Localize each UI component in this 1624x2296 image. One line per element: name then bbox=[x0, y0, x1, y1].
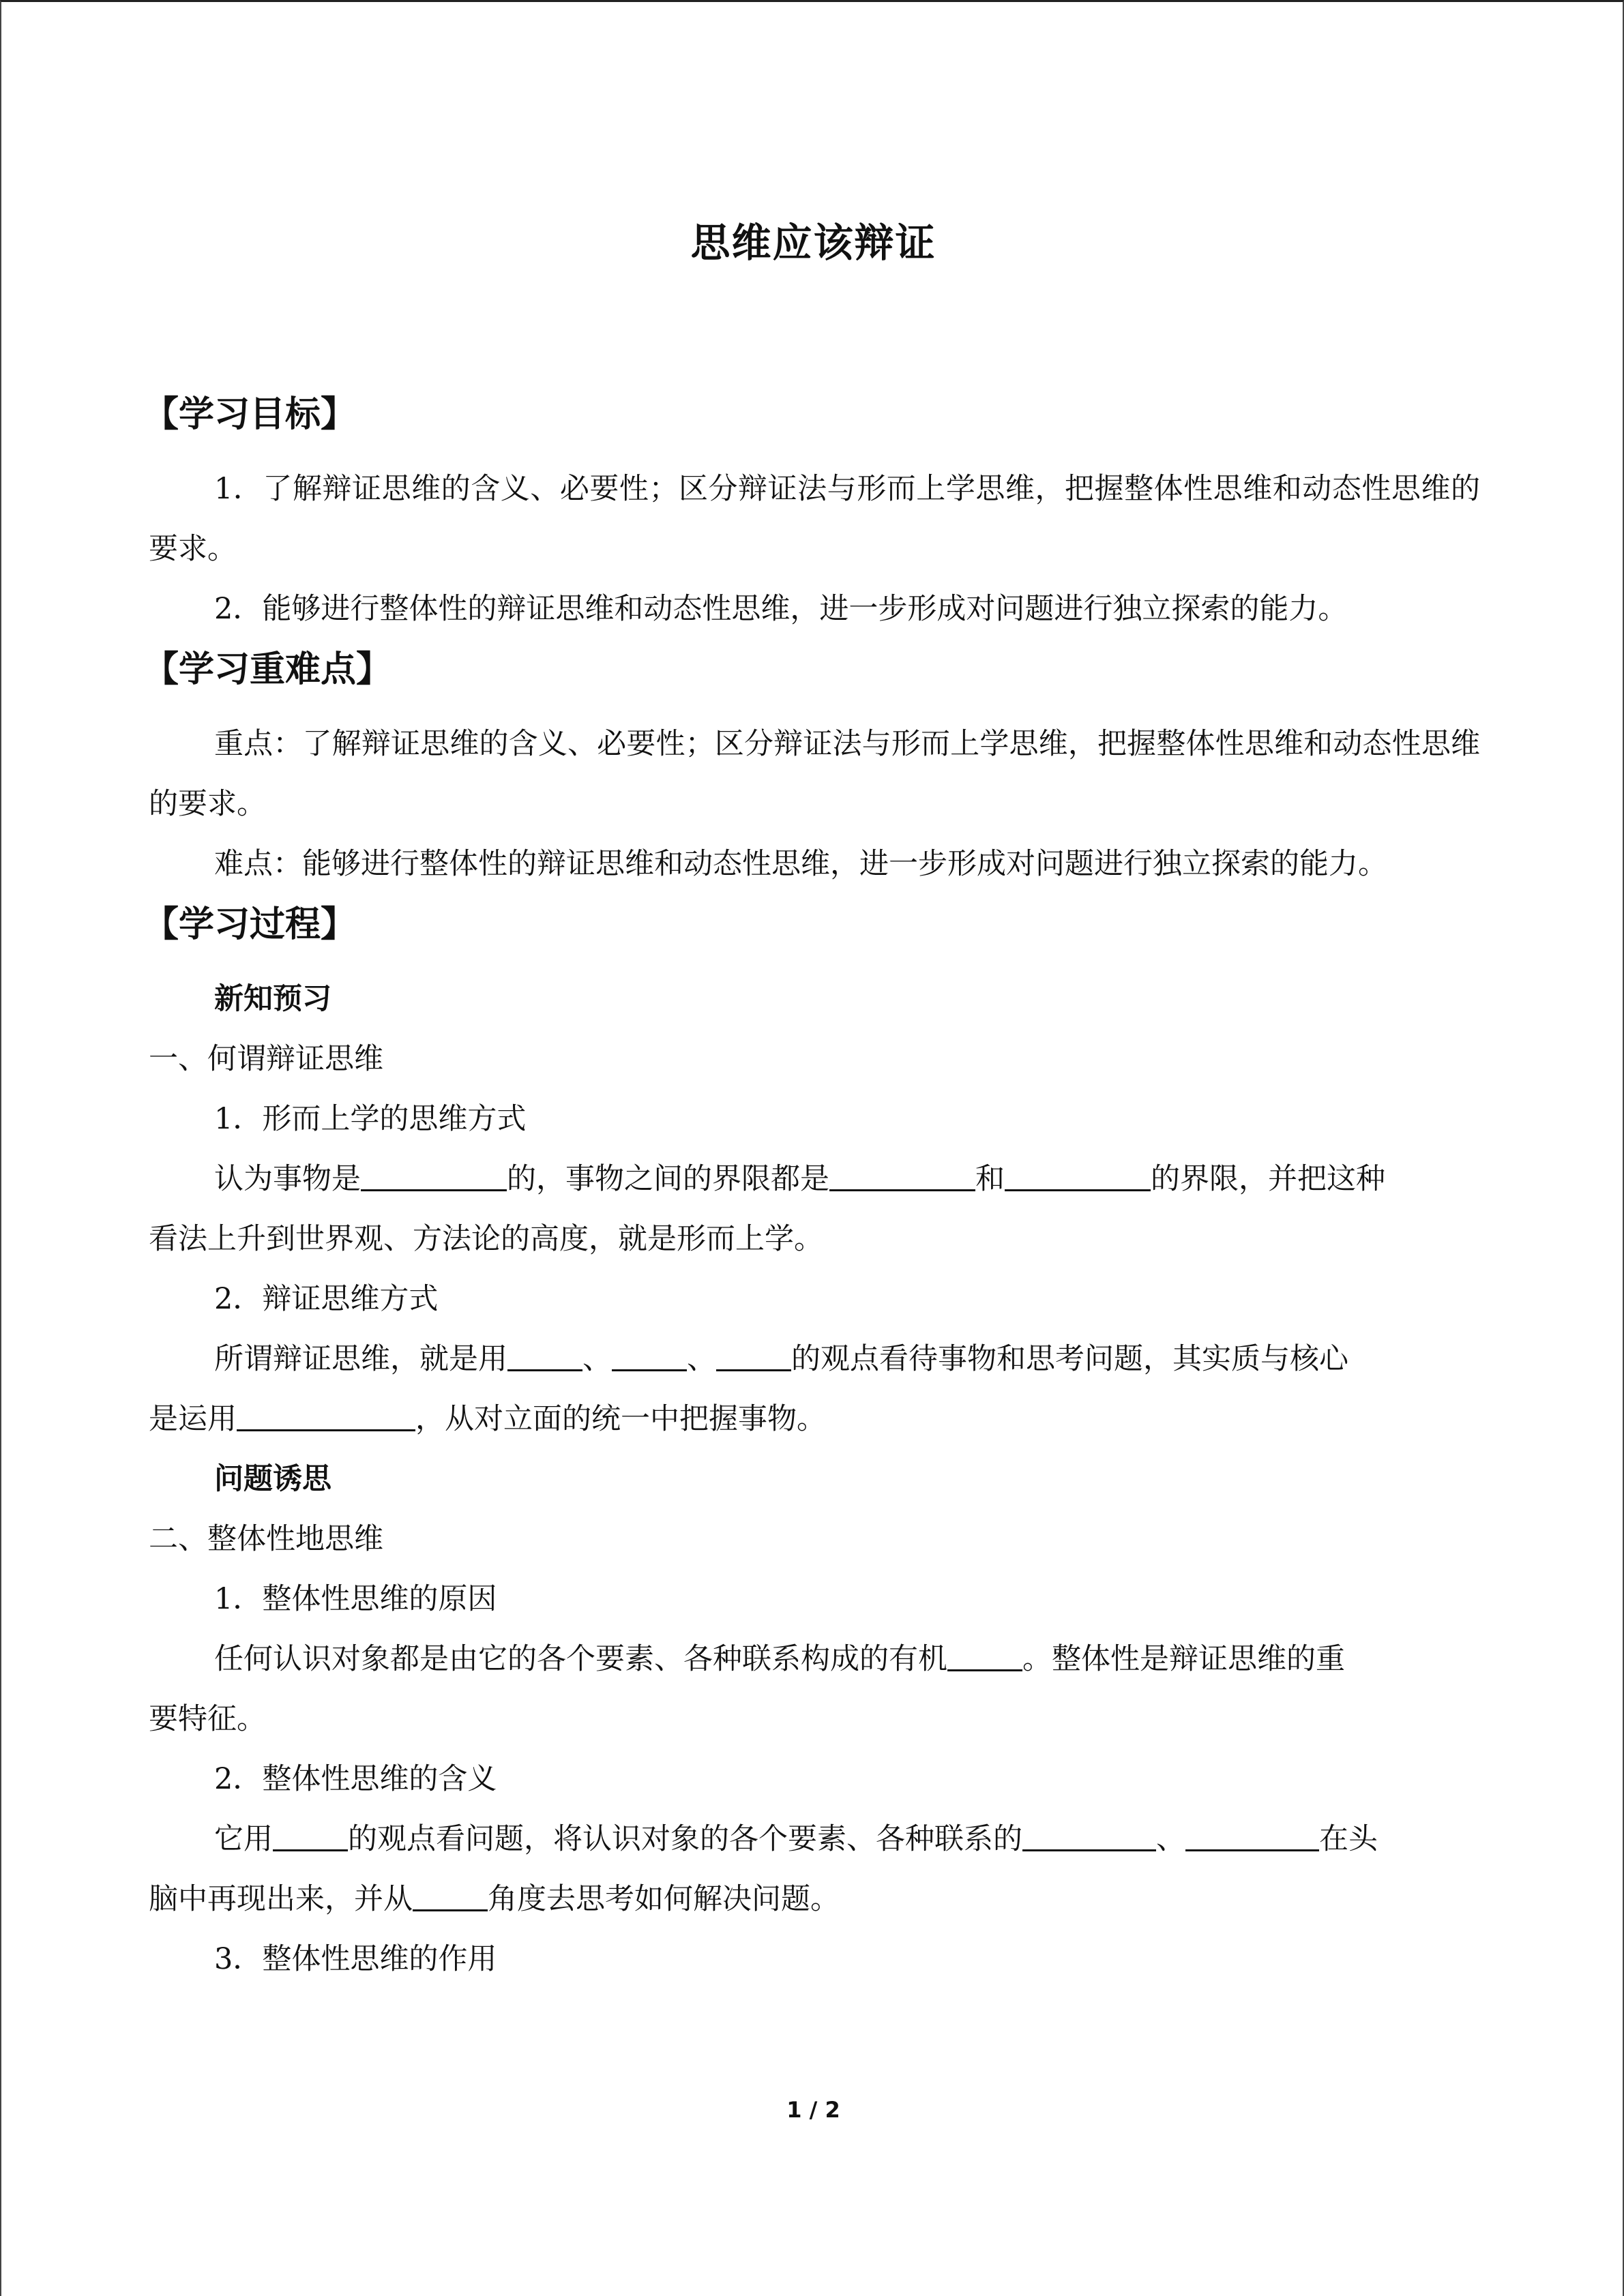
text-fragment: 所谓辩证思维，就是用 bbox=[214, 1342, 507, 1376]
text-fragment: 和 bbox=[975, 1162, 1005, 1196]
goal-2: 2．能够进行整体性的辩证思维和动态性思维，进一步形成对问题进行独立探索的能力。 bbox=[214, 592, 1348, 626]
fill-blank[interactable] bbox=[1022, 1822, 1156, 1851]
text-fragment: 认为事物是 bbox=[214, 1162, 361, 1196]
part-2-title: 二、整体性地思维 bbox=[149, 1522, 383, 1556]
item-4-text-line2 bbox=[149, 1869, 1480, 1929]
document-title: 思维应该辩证 bbox=[690, 220, 936, 266]
fill-blank[interactable] bbox=[413, 1882, 488, 1911]
fill-blank[interactable] bbox=[1185, 1822, 1319, 1851]
text-fragment: 、 bbox=[1156, 1822, 1185, 1856]
text-fragment: 、 bbox=[687, 1342, 716, 1376]
item-1-text-line1 bbox=[149, 1149, 1480, 1209]
item-1-title: 1．形而上学的思维方式 bbox=[214, 1102, 527, 1136]
text-fragment: 在头 bbox=[1319, 1822, 1378, 1856]
text-fragment: 。整体性是辩证思维的重 bbox=[1022, 1642, 1345, 1676]
fill-blank[interactable] bbox=[829, 1162, 975, 1191]
fill-blank[interactable] bbox=[237, 1402, 415, 1431]
part-1-title: 一、何谓辩证思维 bbox=[149, 1042, 383, 1076]
item-2-text-line1 bbox=[149, 1329, 1480, 1389]
text-fragment: 脑中再现出来，并从 bbox=[149, 1882, 413, 1916]
item-1-text-line2: 看法上升到世界观、方法论的高度，就是形而上学。 bbox=[149, 1222, 823, 1256]
text-fragment: ，从对立面的统一中把握事物。 bbox=[415, 1402, 826, 1436]
fill-blank[interactable] bbox=[507, 1342, 582, 1371]
fill-blank[interactable] bbox=[947, 1642, 1022, 1671]
subheading-inquiry: 问题诱思 bbox=[214, 1462, 331, 1496]
item-3-text-line2: 要特征。 bbox=[149, 1702, 266, 1736]
goal-1: 1．了解辩证思维的含义、必要性；区分辩证法与形而上学思维，把握整体性思维和动态性思维的要求。 bbox=[149, 472, 1480, 566]
heading-key-points: 【学习重难点】 bbox=[143, 649, 392, 690]
text-fragment: 的观点看待事物和思考问题，其实质与核心 bbox=[791, 1342, 1348, 1376]
document-body bbox=[143, 384, 1480, 1989]
heading-learning-process: 【学习过程】 bbox=[143, 904, 357, 945]
fill-blank[interactable] bbox=[273, 1822, 348, 1851]
item-3-text-line1 bbox=[149, 1629, 1480, 1689]
text-fragment: 它用 bbox=[214, 1822, 273, 1856]
item-2-text-line2 bbox=[149, 1389, 1480, 1449]
fill-blank[interactable] bbox=[1005, 1162, 1151, 1191]
text-fragment: 的观点看问题，将认识对象的各个要素、各种联系的 bbox=[348, 1822, 1022, 1856]
text-fragment: 的界限，并把这种 bbox=[1151, 1162, 1385, 1196]
item-4-text-line1 bbox=[149, 1809, 1480, 1869]
fill-blank[interactable] bbox=[612, 1342, 687, 1371]
key-point: 重点：了解辩证思维的含义、必要性；区分辩证法与形而上学思维，把握整体性思维和动态性思维的要求。 bbox=[149, 727, 1480, 821]
text-fragment: 的，事物之间的界限都是 bbox=[507, 1162, 829, 1196]
item-4-title: 2．整体性思维的含义 bbox=[214, 1762, 497, 1796]
item-3-title: 1．整体性思维的原因 bbox=[214, 1582, 497, 1616]
subheading-preview: 新知预习 bbox=[214, 982, 331, 1016]
difficult-point: 难点：能够进行整体性的辩证思维和动态性思维，进一步形成对问题进行独立探索的能力。 bbox=[214, 847, 1387, 881]
text-fragment: 任何认识对象都是由它的各个要素、各种联系构成的有机 bbox=[214, 1642, 947, 1676]
fill-blank[interactable] bbox=[716, 1342, 791, 1371]
text-fragment: 角度去思考如何解决问题。 bbox=[488, 1882, 840, 1916]
page-number: 1 / 2 bbox=[786, 2097, 840, 2123]
item-2-title: 2．辩证思维方式 bbox=[214, 1282, 439, 1316]
heading-learning-goals: 【学习目标】 bbox=[143, 394, 357, 435]
text-fragment: 、 bbox=[582, 1342, 612, 1376]
item-5-title: 3．整体性思维的作用 bbox=[214, 1942, 497, 1976]
text-fragment: 是运用 bbox=[149, 1402, 237, 1436]
fill-blank[interactable] bbox=[361, 1162, 507, 1191]
